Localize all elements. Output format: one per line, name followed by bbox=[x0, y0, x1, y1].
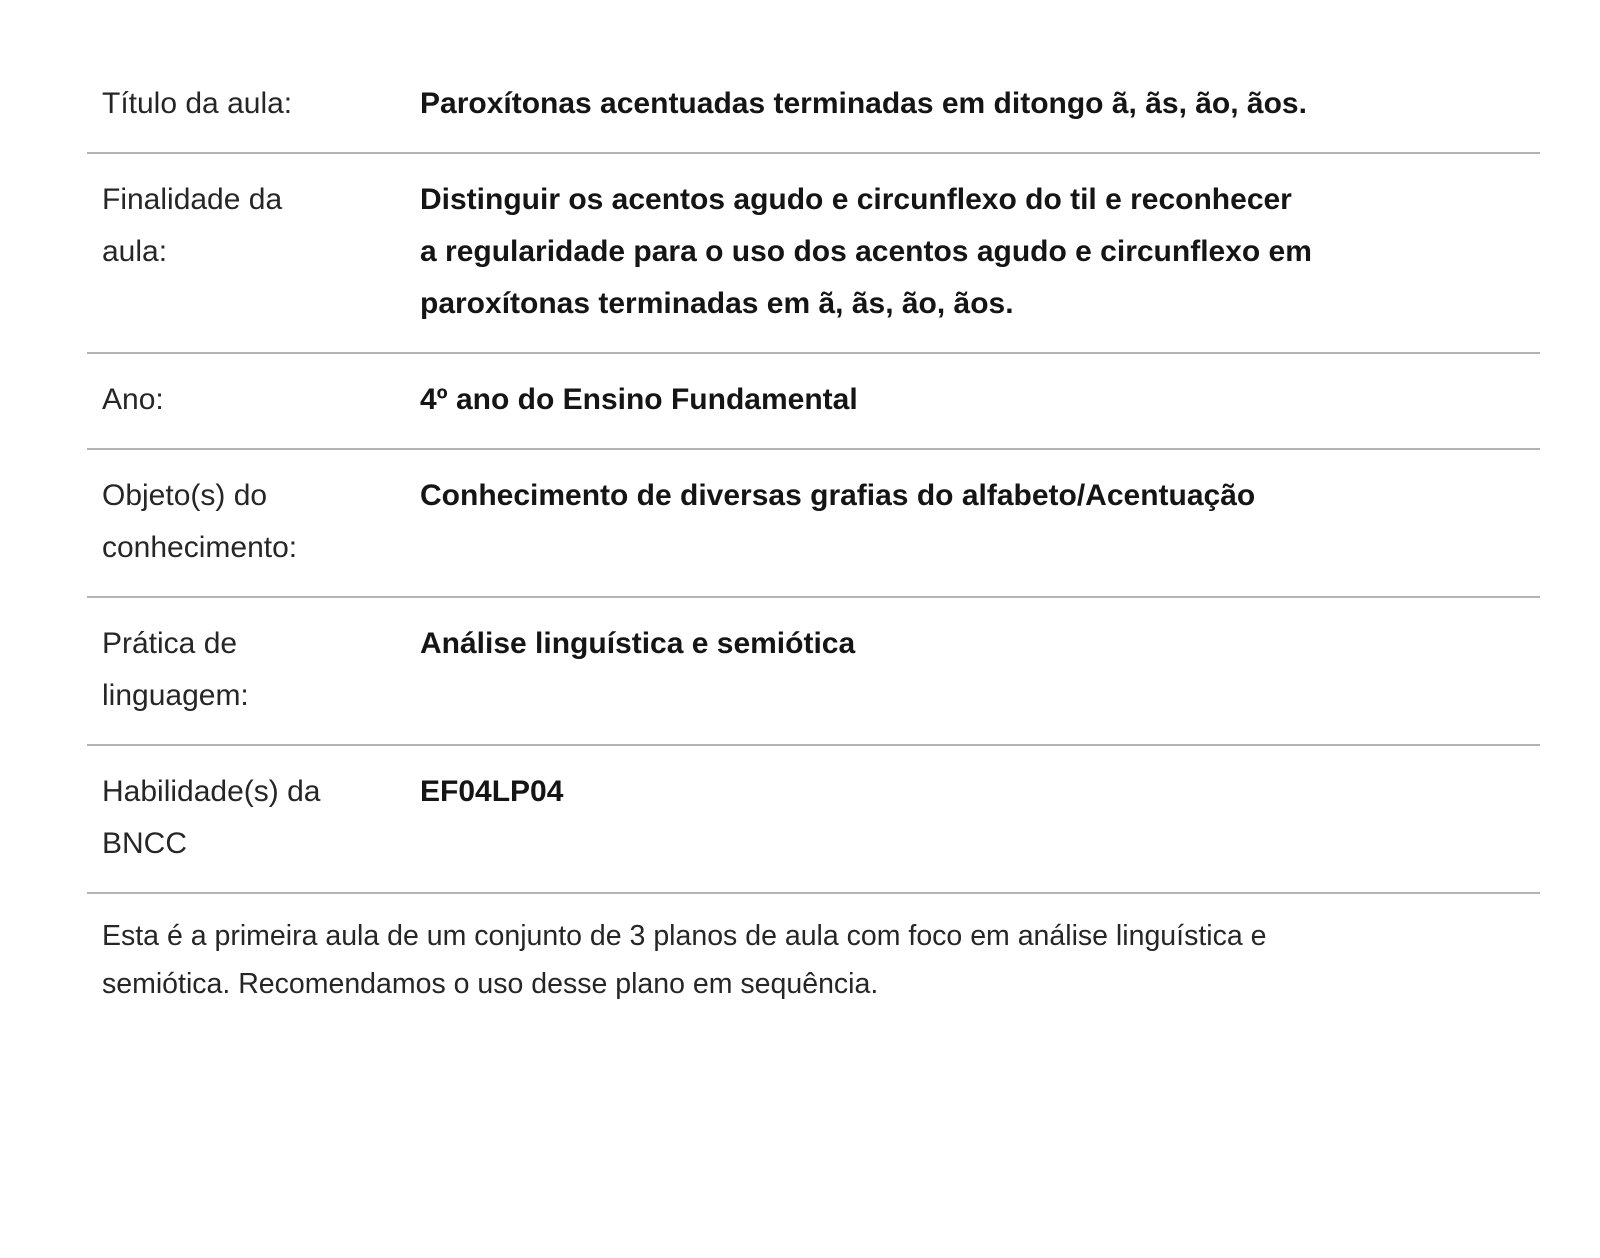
row-label-objeto-conhecimento bbox=[87, 470, 420, 574]
label-line: linguagem: bbox=[102, 679, 249, 712]
row-value-finalidade bbox=[420, 174, 1540, 330]
footer-note-line: semiótica. Recomendamos o uso desse plano em sequência. bbox=[102, 968, 879, 1000]
lesson-plan-table bbox=[87, 58, 1540, 1008]
value-line: paroxítonas terminadas em ã, ãs, ão, ãos. bbox=[420, 287, 1014, 320]
value-line: Análise linguística e semiótica bbox=[420, 627, 856, 660]
table-row-objeto-conhecimento bbox=[87, 450, 1540, 598]
table-row-habilidade-bncc bbox=[87, 746, 1540, 894]
label-line: BNCC bbox=[102, 827, 188, 860]
table-row-ano bbox=[87, 354, 1540, 450]
label-line: Título da aula: bbox=[102, 87, 293, 120]
row-label-titulo bbox=[87, 78, 420, 130]
footer-note-line: Esta é a primeira aula de um conjunto de 3 planos de aula com foco em análise linguística e bbox=[102, 920, 1267, 952]
row-label-ano bbox=[87, 374, 420, 426]
label-line: Prática de bbox=[102, 627, 238, 660]
row-value-objeto-conhecimento bbox=[420, 470, 1540, 522]
label-line: Objeto(s) do bbox=[102, 479, 268, 512]
label-line: Ano: bbox=[102, 383, 164, 416]
label-line: conhecimento: bbox=[102, 531, 298, 564]
table-row-titulo bbox=[87, 58, 1540, 154]
row-value-titulo bbox=[420, 78, 1540, 130]
value-line: a regularidade para o uso dos acentos agudo e circunflexo em bbox=[420, 235, 1312, 268]
table-row-pratica-linguagem bbox=[87, 598, 1540, 746]
table-row-finalidade bbox=[87, 154, 1540, 354]
label-line: aula: bbox=[102, 235, 168, 268]
value-line: Conhecimento de diversas grafias do alfabeto/Acentuação bbox=[420, 479, 1256, 512]
row-label-pratica-linguagem bbox=[87, 618, 420, 722]
row-label-habilidade-bncc bbox=[87, 766, 420, 870]
value-line: 4º ano do Ensino Fundamental bbox=[420, 383, 858, 416]
row-label-finalidade bbox=[87, 174, 420, 278]
value-line: Distinguir os acentos agudo e circunflexo do til e reconhecer bbox=[420, 183, 1292, 216]
footer-note bbox=[87, 912, 1540, 1008]
label-line: Finalidade da bbox=[102, 183, 283, 216]
row-value-ano bbox=[420, 374, 1540, 426]
row-value-pratica-linguagem bbox=[420, 618, 1540, 670]
value-line: Paroxítonas acentuadas terminadas em ditongo ã, ãs, ão, ãos. bbox=[420, 87, 1307, 120]
label-line: Habilidade(s) da bbox=[102, 775, 321, 808]
row-value-habilidade-bncc bbox=[420, 766, 1540, 818]
value-line: EF04LP04 bbox=[420, 775, 564, 808]
